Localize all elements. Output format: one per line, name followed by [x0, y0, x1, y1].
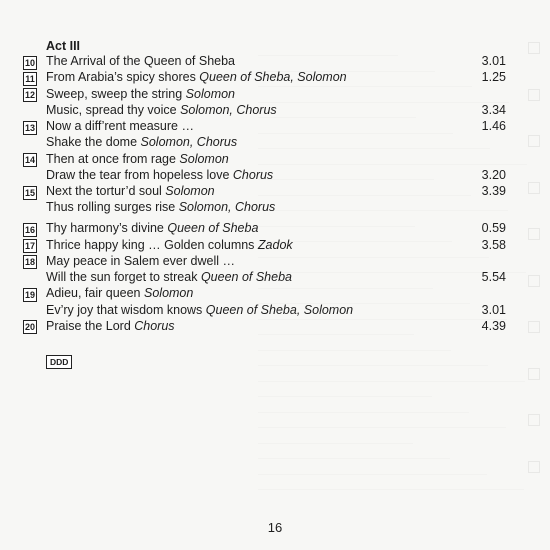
track-title-text: Thrice happy king … Golden columns	[46, 237, 258, 252]
track-title-text: Draw the tear from hopeless love	[46, 167, 233, 182]
track-title	[46, 220, 258, 237]
track-number: 16	[24, 224, 35, 235]
track-performers: Queen of Sheba, Solomon	[199, 70, 347, 85]
track-title-text: Then at once from rage	[46, 151, 180, 166]
track-title-text: Ev’ry joy that wisdom knows	[46, 302, 206, 317]
track-performers: Solomon, Chorus	[178, 200, 276, 215]
track-title	[46, 151, 229, 168]
track-performers: Zadok	[257, 237, 293, 252]
track-performers: Queen of Sheba, Solomon	[205, 302, 354, 317]
track-title	[46, 118, 194, 135]
track-title-text: Thus rolling surges rise	[46, 200, 179, 215]
track-line	[46, 285, 506, 302]
track-title-text: From Arabia’s spicy shores	[46, 70, 200, 85]
track-duration: 3.20	[481, 167, 506, 182]
track-title	[46, 318, 175, 335]
track-performers: Queen of Sheba	[200, 270, 292, 285]
track-line	[46, 86, 506, 103]
track-title	[46, 69, 347, 86]
page-number: 16	[267, 520, 283, 535]
track-performers: Solomon, Chorus	[180, 102, 277, 117]
track-duration: 1.25	[481, 70, 506, 85]
track-line	[46, 102, 506, 119]
track-duration: 3.39	[481, 184, 506, 198]
track-duration: 3.01	[481, 302, 506, 317]
track-title-text: Adieu, fair queen	[46, 286, 144, 301]
track-number: 19	[24, 289, 35, 300]
track-number: 18	[24, 257, 35, 268]
track-title-text: May peace in Salem ever dwell …	[46, 253, 235, 268]
track-performers: Queen of Sheba	[167, 221, 259, 236]
ddd-badge: DDD	[46, 355, 72, 369]
track-number: 15	[24, 187, 35, 198]
track-performers: Solomon, Chorus	[140, 135, 238, 150]
track-title	[46, 183, 215, 200]
track-title	[46, 302, 353, 319]
track-number: 11	[23, 72, 37, 86]
track-number: 12	[24, 90, 35, 100]
track-duration: 3.34	[481, 102, 506, 117]
track-number: 10	[24, 57, 35, 68]
track-title	[46, 253, 235, 270]
track-performers: Chorus	[134, 318, 175, 333]
track-line	[46, 118, 506, 135]
track-title	[46, 86, 235, 103]
track-performers: Solomon	[144, 286, 194, 301]
track-duration: 0.59	[481, 221, 506, 236]
track-number: 20	[24, 322, 35, 333]
track-line	[46, 253, 506, 270]
track-duration: 3.58	[481, 237, 506, 252]
track-title	[46, 237, 293, 254]
track-title	[46, 285, 193, 302]
track-performers: Solomon	[179, 151, 229, 166]
track-title-text: Music, spread thy voice	[46, 102, 181, 117]
track-title	[46, 102, 277, 119]
track-title	[46, 134, 237, 151]
track-line	[46, 69, 506, 86]
track-title-text: Thy harmony’s divine	[46, 221, 168, 236]
act-heading: Act III	[46, 39, 81, 53]
track-line	[46, 302, 506, 319]
track-title	[46, 269, 292, 286]
track-line	[46, 220, 506, 237]
track-title-text: The Arrival of the Queen of Sheba	[46, 54, 236, 68]
track-line	[46, 199, 506, 216]
track-number: 13	[24, 122, 35, 133]
track-line	[46, 269, 506, 286]
track-title	[46, 167, 273, 184]
track-line	[46, 134, 506, 151]
track-duration: 5.54	[481, 270, 506, 285]
track-line	[46, 318, 506, 335]
track-title-text: Will the sun forget to streak	[46, 270, 201, 285]
track-duration: 3.01	[481, 54, 506, 68]
track-line	[46, 237, 506, 254]
track-title-text: Sweep, sweep the string	[46, 86, 186, 101]
track-line	[46, 167, 506, 184]
track-number: 17	[24, 241, 35, 252]
track-performers: Solomon	[185, 86, 236, 101]
track-line	[46, 151, 506, 168]
track-duration: 1.46	[481, 119, 506, 133]
track-title	[46, 53, 235, 70]
track-line	[46, 53, 506, 70]
track-duration: 4.39	[481, 318, 506, 333]
track-title-text: Praise the Lord	[46, 318, 135, 333]
track-title-text: Now a diff’rent measure …	[46, 119, 194, 133]
track-title-text: Shake the dome	[46, 135, 141, 150]
track-performers: Solomon	[165, 184, 215, 198]
track-line	[46, 183, 506, 200]
track-title	[46, 199, 275, 216]
track-title-text: Next the tortur’d soul	[46, 184, 166, 198]
track-performers: Chorus	[232, 167, 274, 182]
track-number: 14	[24, 155, 35, 165]
